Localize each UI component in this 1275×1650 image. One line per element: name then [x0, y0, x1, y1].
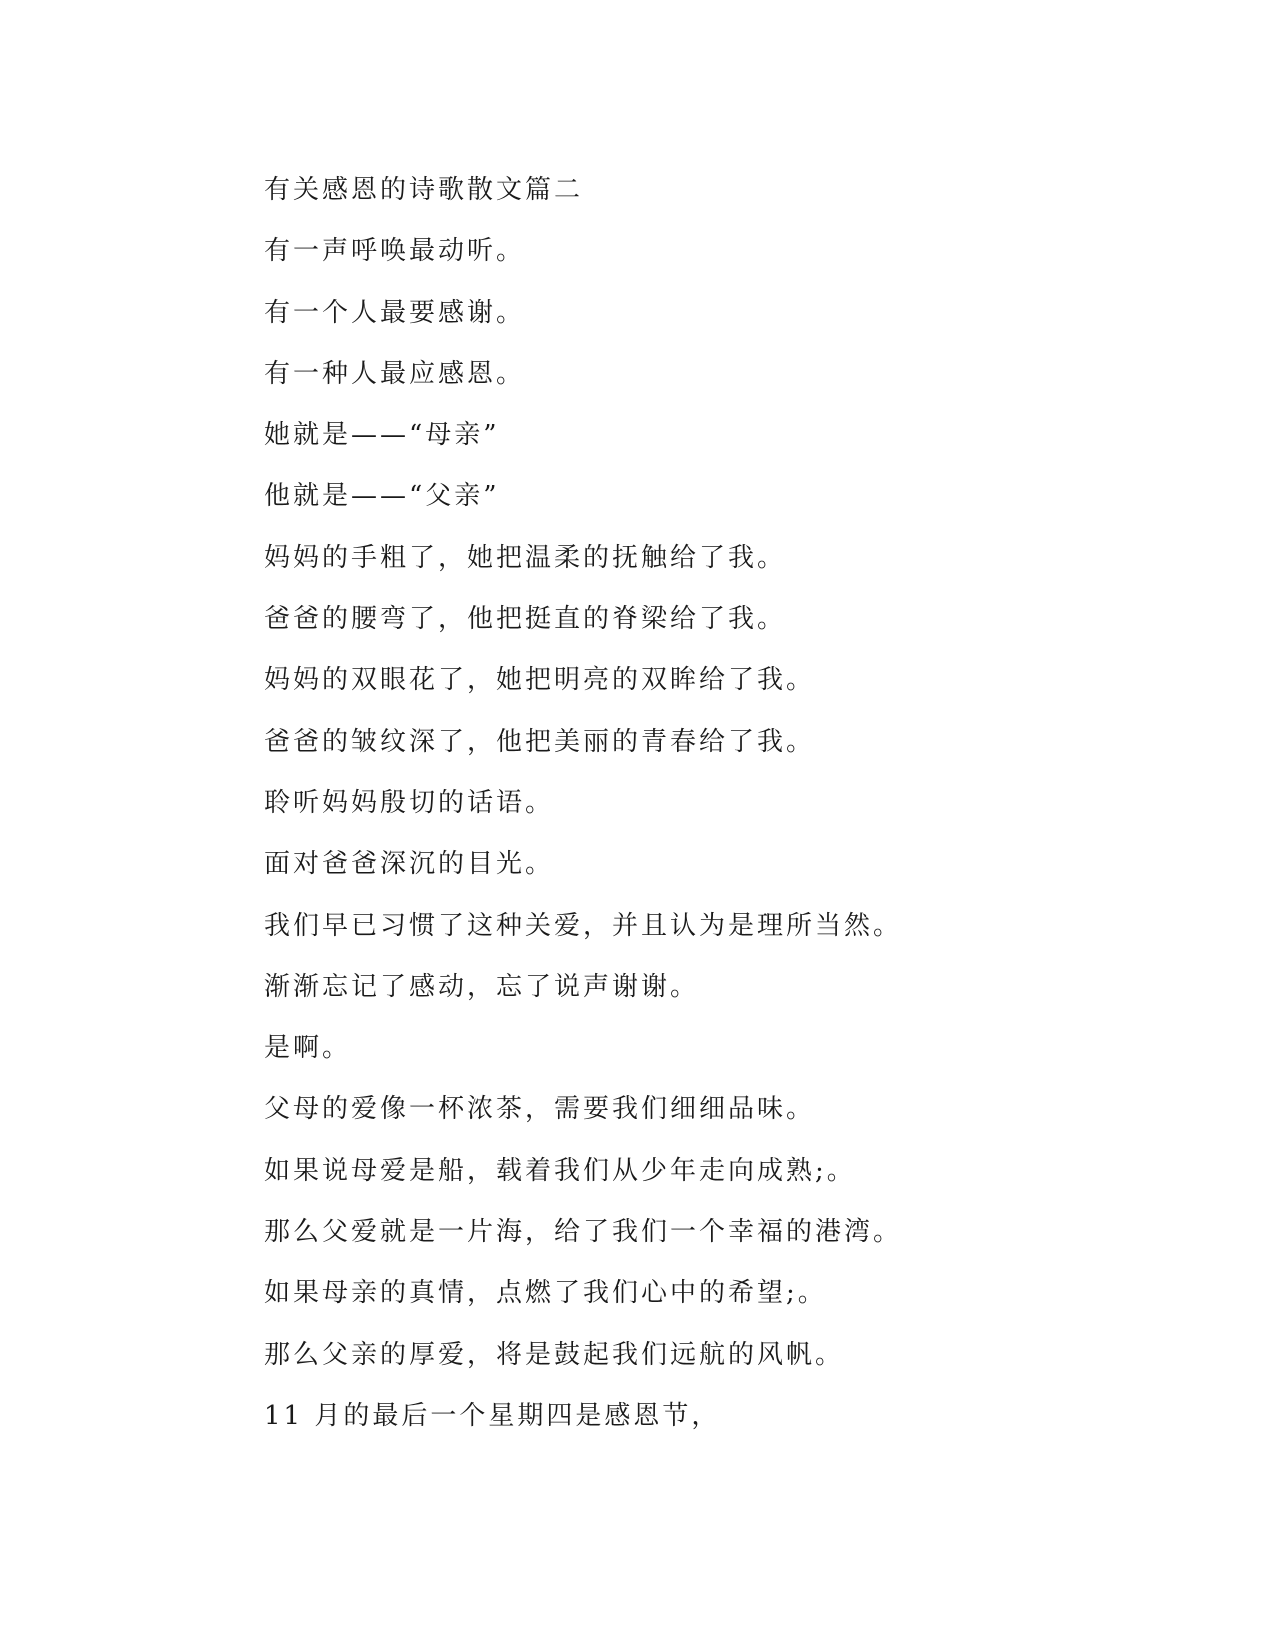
text-line: 有一种人最应感恩。	[264, 358, 526, 389]
text-line: 聆听妈妈殷切的话语。	[264, 787, 555, 818]
text-line: 妈妈的手粗了，她把温柔的抚触给了我。	[264, 542, 787, 573]
text-line: 面对爸爸深沉的目光。	[264, 849, 555, 880]
text-line: 渐渐忘记了感动，忘了说声谢谢。	[264, 971, 700, 1002]
text-line: 有一声呼唤最动听。	[264, 236, 526, 267]
text-line: 她就是——“母亲”	[264, 420, 500, 451]
text-line: 有一个人最要感谢。	[264, 297, 526, 328]
document-body	[264, 160, 1124, 1447]
text-line: 11 月的最后一个星期四是感恩节，	[264, 1400, 721, 1431]
text-line: 我们早已习惯了这种关爱，并且认为是理所当然。	[264, 910, 903, 941]
text-line: 爸爸的腰弯了，他把挺直的脊梁给了我。	[264, 604, 787, 635]
text-line: 爸爸的皱纹深了，他把美丽的青春给了我。	[264, 726, 816, 757]
text-line: 如果母亲的真情，点燃了我们心中的希望;。	[264, 1278, 827, 1309]
text-line: 那么父爱就是一片海，给了我们一个幸福的港湾。	[264, 1217, 903, 1248]
text-line: 他就是——“父亲”	[264, 481, 500, 512]
text-line: 是啊。	[264, 1033, 352, 1064]
text-line: 妈妈的双眼花了，她把明亮的双眸给了我。	[264, 665, 816, 696]
text-line: 父母的爱像一杯浓茶，需要我们细细品味。	[264, 1094, 816, 1125]
text-line: 那么父亲的厚爱，将是鼓起我们远航的风帆。	[264, 1339, 845, 1370]
text-line: 如果说母爱是船，载着我们从少年走向成熟;。	[264, 1155, 856, 1186]
document-title: 有关感恩的诗歌散文篇二	[264, 175, 584, 205]
